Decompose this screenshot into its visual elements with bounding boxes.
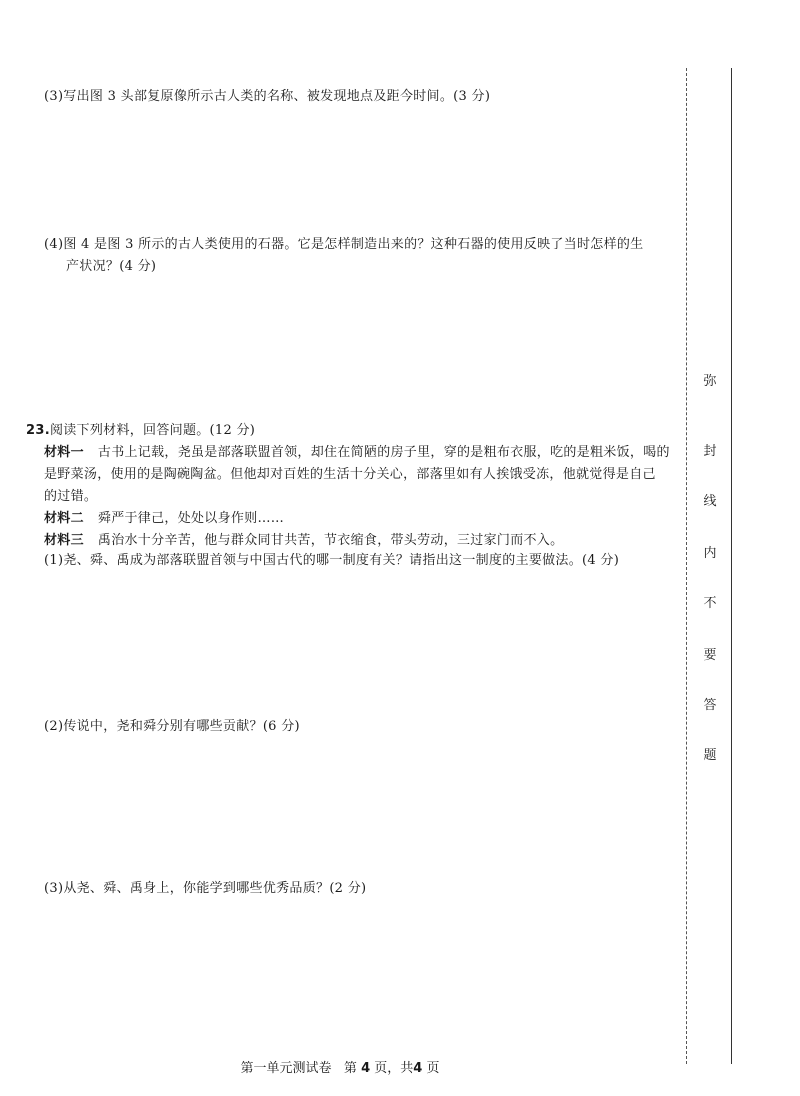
question-23-part-1: (1)尧、舜、禹成为部落联盟首领与中国古代的哪一制度有关？请指出这一制度的主要做法。(4 分) bbox=[44, 553, 620, 568]
material-2 bbox=[44, 510, 284, 528]
binding-char: 答 bbox=[703, 698, 717, 713]
question-23-number: 23. bbox=[26, 423, 50, 438]
material-3 bbox=[44, 532, 563, 550]
binding-strip bbox=[686, 68, 732, 1064]
material-2-text: 舜严于律己，处处以身作则…… bbox=[97, 511, 285, 526]
question-22-part-4-line-1: (4)图 4 是图 3 所示的古人类使用的石器。它是怎样制造出来的？这种石器的使用反映了当时怎样的生 bbox=[44, 237, 644, 252]
question-23-heading bbox=[26, 422, 255, 440]
binding-char: 弥 bbox=[703, 374, 717, 389]
footer-page-suffix: 页 bbox=[426, 1061, 440, 1076]
footer-title: 第一单元测试卷 bbox=[240, 1061, 332, 1076]
question-23-part-2: (2)传说中，尧和舜分别有哪些贡献？(6 分) bbox=[44, 719, 300, 734]
material-1-line-2: 是野菜汤，使用的是陶碗陶盆。但他却对百姓的生活十分关心，部落里如有人挨饿受冻，他就觉得是自己 bbox=[44, 467, 656, 482]
material-1-line-3: 的过错。 bbox=[44, 489, 98, 504]
binding-dashed-line bbox=[686, 68, 687, 1064]
footer-page-total: 4 bbox=[413, 1061, 423, 1076]
material-2-label: 材料二 bbox=[44, 511, 84, 526]
material-1-text-1: 古书上记载，尧虽是部落联盟首领，却住在简陋的房子里，穿的是粗布衣服，吃的是粗米饭，喝的 bbox=[97, 445, 670, 460]
binding-char: 不 bbox=[703, 596, 717, 611]
question-22-part-3: (3)写出图 3 头部复原像所示古人类的名称、被发现地点及距今时间。(3 分) bbox=[44, 89, 491, 104]
binding-char: 封 bbox=[703, 444, 717, 459]
question-22-part-4-line-2: 产状况？(4 分) bbox=[66, 259, 157, 274]
footer-page-mid: 页，共 bbox=[374, 1061, 414, 1076]
question-23-part-3: (3)从尧、舜、禹身上，你能学到哪些优秀品质？(2 分) bbox=[44, 881, 367, 896]
material-3-text: 禹治水十分辛苦，他与群众同甘共苦，节衣缩食，带头劳动，三过家门而不入。 bbox=[97, 533, 564, 548]
binding-solid-line bbox=[731, 68, 732, 1064]
binding-char: 题 bbox=[703, 748, 717, 763]
binding-char: 线 bbox=[703, 494, 717, 509]
binding-char: 内 bbox=[703, 546, 717, 561]
material-1-line-1 bbox=[44, 444, 670, 462]
material-1-label: 材料一 bbox=[44, 445, 84, 460]
footer-page-number: 4 bbox=[361, 1061, 371, 1076]
footer-page-prefix: 第 bbox=[343, 1061, 357, 1076]
binding-char: 要 bbox=[703, 648, 717, 663]
material-3-label: 材料三 bbox=[44, 533, 84, 548]
question-23-intro: 阅读下列材料，回答问题。(12 分) bbox=[49, 423, 256, 438]
page-footer bbox=[0, 1057, 680, 1076]
